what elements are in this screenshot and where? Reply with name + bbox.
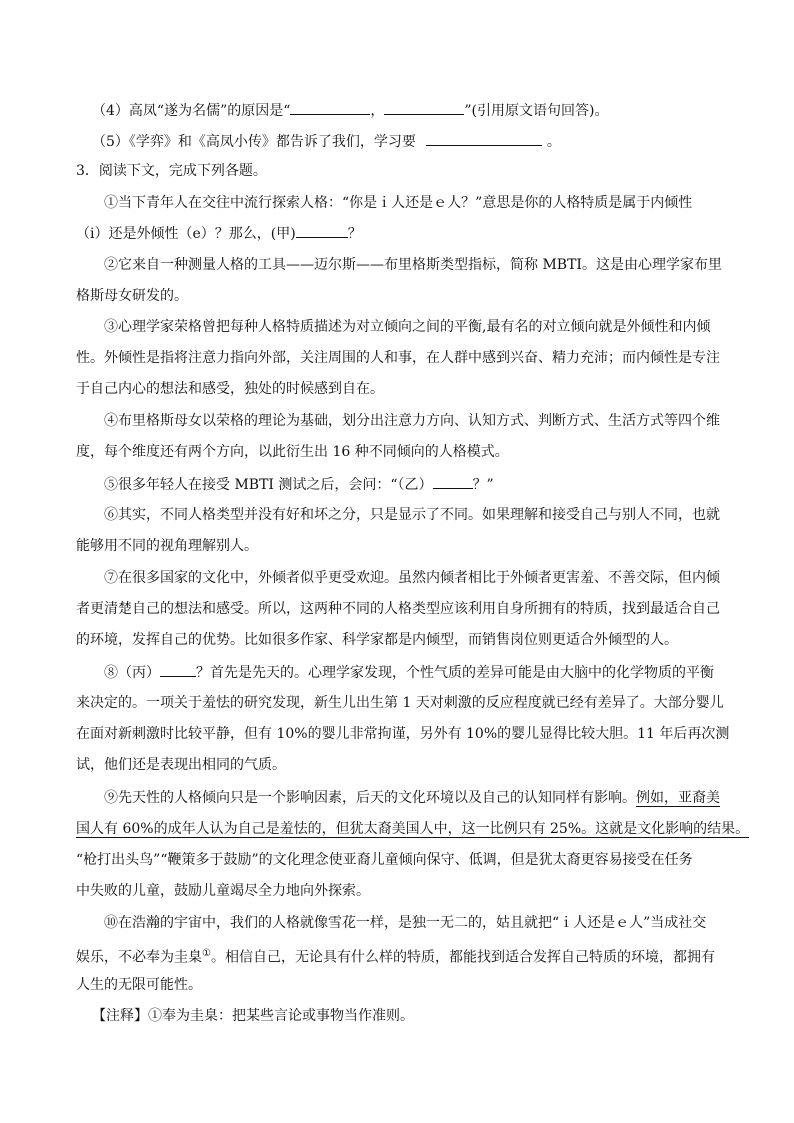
paragraph-line: 格斯母女研发的。 bbox=[76, 288, 188, 304]
question-5: （5）《学弈》和《高凤小传》都告诉了我们，学习要 。 bbox=[92, 131, 752, 152]
paragraph-line: 人生的无限可能性。 bbox=[76, 977, 202, 993]
paragraph-line: ⑤很多年轻人在接受 MBTI 测试之后，会问：“（乙） ？” bbox=[104, 474, 764, 495]
paragraph-line: ⑦在很多国家的文化中，外倾者似乎更受欢迎。虽然内倾者相比于外倾者更害羞、不善交际，但内倾 bbox=[104, 570, 720, 586]
paragraph-line: 性。外倾性是指将注意力指向外部，关注周围的人和事，在人群中感到兴奋、精力充沛；而内倾性是专注 bbox=[76, 350, 720, 366]
paragraph-line: 来决定的。一项关于羞怯的研究发现，新生儿出生第 1 天对刺激的反应程度就已经有差异了。大部分婴儿 bbox=[76, 695, 724, 711]
answer-blank[interactable] bbox=[290, 100, 370, 115]
paragraph-line: “枪打出头鸟”“鞭策多于鼓励”的文化理念使亚裔儿童倾向保守、低调，但是犹太裔更容易接受在任务 bbox=[76, 852, 693, 868]
paragraph-line: 于自己内心的想法和感受，独处的时候感到自在。 bbox=[76, 381, 384, 397]
paragraph-line: ②它来自一种测量人格的工具——迈尔斯——布里格斯类型指标，简称 MBTI。这是由心理学家布里 bbox=[104, 257, 722, 273]
paragraph-line: 能够用不同的视角理解别人。 bbox=[76, 538, 258, 554]
answer-blank[interactable] bbox=[384, 100, 464, 115]
answer-blank-bing[interactable] bbox=[160, 662, 196, 677]
paragraph-line: 在面对新刺激时比较平静，但有 10%的婴儿非常拘谨，另外有 10%的婴儿显得比较大胆。11 年后再次测 bbox=[76, 726, 730, 742]
paragraph-line: 中失败的儿童，鼓励儿童竭尽全力地向外探索。 bbox=[76, 883, 370, 899]
question-4: （4）高凤“遂为名儒”的原因是“ ， ”(引用原文语句回答)。 bbox=[92, 100, 752, 121]
answer-blank-jia[interactable] bbox=[296, 223, 348, 238]
underlined-text: 例如，亚裔美 bbox=[636, 790, 720, 806]
paragraph-line: ⑧（丙） ？首先是先天的。心理学家发现，个性气质的差异可能是由大脑中的化学物质的平衡 bbox=[104, 662, 764, 683]
paragraph-line: 者更清楚自己的想法和感受。所以，这两种不同的人格类型应该利用自身所拥有的特质，找到最适合自己 bbox=[76, 601, 720, 617]
paragraph-line: ⑥其实，不同人格类型并没有好和坏之分，只是显示了不同。如果理解和接受自己与别人不同，也就 bbox=[104, 507, 720, 523]
footnote-marker: ① bbox=[202, 948, 211, 959]
paragraph-line: ①当下青年人在交往中流行探索人格：“你是ｉ人还是ｅ人？”意思是你的人格特质是属于内倾性 bbox=[104, 195, 693, 211]
paragraph-line bbox=[76, 819, 750, 839]
footnote: 【注释】①奉为圭臬：把某些言论或事物当作准则。 bbox=[92, 1008, 414, 1024]
paragraph-line: 度，每个维度还有两个方向，以此衍生出 16 种不同倾向的人格模式。 bbox=[76, 444, 509, 460]
paragraph-line: ⑨先天性的人格倾向只是一个影响因素，后天的文化环境以及自己的认知同样有影响。例如，亚裔美 bbox=[104, 790, 720, 806]
answer-blank[interactable] bbox=[426, 131, 542, 146]
section-title: 3．阅读下文，完成下列各题。 bbox=[76, 163, 267, 179]
underlined-text: 国人有 60%的成年人认为自己是羞怯的，但犹太裔美国人中，这一比例只有 25%。这就是文化影响的结果。 bbox=[76, 821, 750, 837]
paragraph-line: ⑩在浩瀚的宇宙中，我们的人格就像雪花一样，是独一无二的，姑且就把“ｉ人还是ｅ人”当成社交 bbox=[104, 915, 707, 931]
paragraph-line: 试，他们还是表现出相同的气质。 bbox=[76, 757, 286, 773]
answer-blank-yi[interactable] bbox=[433, 474, 473, 489]
paragraph-line: 娱乐，不必奉为圭臬①。相信自己，无论具有什么样的特质，都能找到适合发挥自己特质的环境，都拥有 bbox=[76, 948, 715, 966]
paragraph-line: ④布里格斯母女以荣格的理论为基础，划分出注意力方向、认知方式、判断方式、生活方式等四个维 bbox=[104, 413, 720, 429]
paragraph-line: 的环境，发挥自己的优势。比如很多作家、科学家都是内倾型，而销售岗位则更适合外倾型的人。 bbox=[76, 632, 678, 648]
paragraph-line: （i）还是外倾性（e）？那么，(甲) ？ bbox=[76, 223, 736, 244]
paragraph-line: ③心理学家荣格曾把每种人格特质描述为对立倾向之间的平衡,最有名的对立倾向就是外倾性和内倾 bbox=[104, 319, 711, 335]
